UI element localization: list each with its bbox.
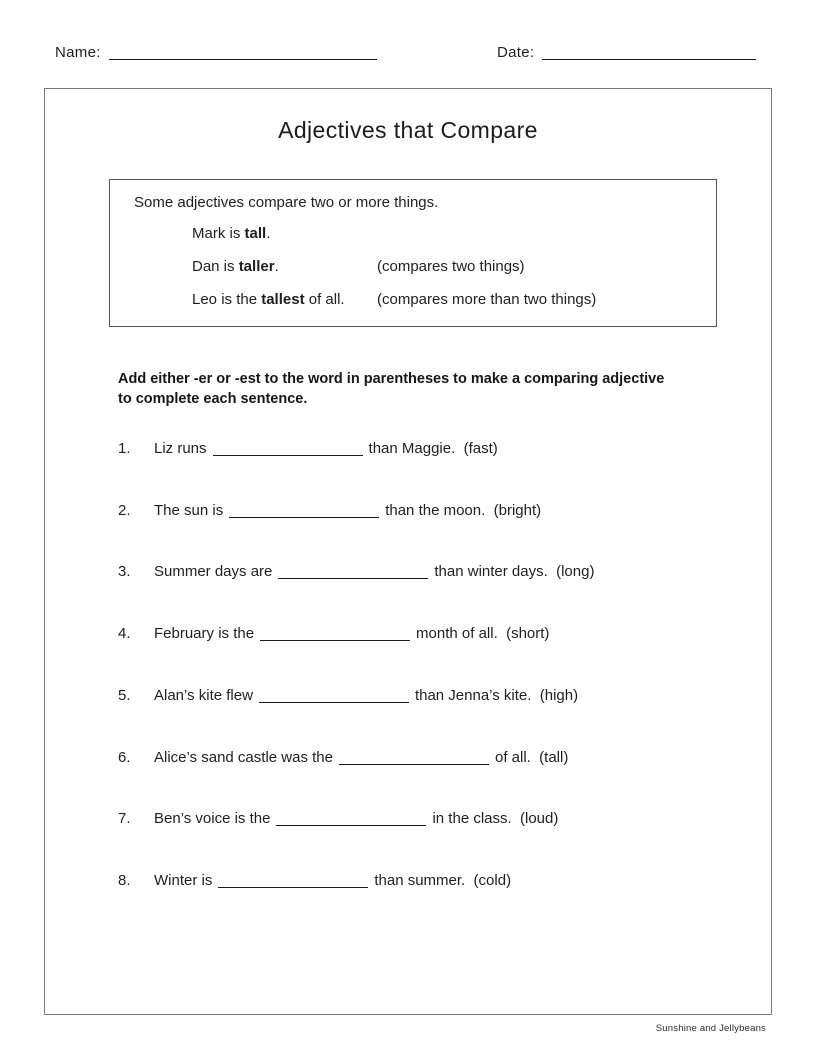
question-text: [154, 563, 594, 580]
name-field-group: [55, 44, 377, 62]
question-before-text: Summer days are: [154, 563, 273, 580]
question-text: [154, 872, 511, 889]
answer-blank[interactable]: [213, 441, 363, 456]
example-row: [192, 258, 525, 275]
question-text: [154, 502, 541, 519]
example-box: [109, 179, 717, 327]
question-row: [118, 625, 738, 642]
question-text: [154, 749, 568, 766]
question-number: 4.: [118, 625, 131, 642]
page-title: Adjectives that Compare: [278, 117, 538, 143]
name-blank-line[interactable]: [109, 44, 377, 60]
example-sentence: [192, 258, 377, 275]
question-after-text: than winter days. (long): [434, 563, 595, 580]
example-text: Dan is: [192, 258, 239, 275]
name-label: Name:: [55, 44, 101, 61]
question-before-text: Alan’s kite flew: [154, 687, 253, 704]
date-field-group: [497, 44, 756, 62]
question-before-text: The sun is: [154, 502, 224, 519]
question-number: 1.: [118, 440, 131, 457]
example-bold-word: tall: [244, 225, 267, 242]
answer-blank[interactable]: [260, 626, 410, 641]
directions-text: Add either -er or -est to the word in parentheses to make a comparing adjective to complete each sentence.: [118, 371, 665, 407]
question-number: 3.: [118, 563, 131, 580]
answer-blank[interactable]: [276, 811, 426, 826]
example-intro: Some adjectives compare two or more things.: [134, 194, 439, 211]
example-bold-word: taller: [238, 258, 275, 275]
question-row: [118, 502, 738, 519]
question-row: [118, 440, 738, 457]
question-row: [118, 872, 738, 889]
question-after-text: than Maggie. (fast): [368, 440, 498, 457]
example-text: .: [266, 225, 271, 242]
question-number: 8.: [118, 872, 131, 889]
example-text: Mark is: [192, 225, 245, 242]
question-before-text: Alice’s sand castle was the: [154, 749, 333, 766]
question-number: 5.: [118, 687, 131, 704]
question-text: [154, 440, 498, 457]
footer-credit: Sunshine and Jellybeans: [655, 1023, 766, 1034]
question-number: 6.: [118, 749, 131, 766]
question-text: [154, 810, 558, 827]
question-before-text: Ben’s voice is the: [154, 810, 271, 827]
answer-blank[interactable]: [229, 503, 379, 518]
question-after-text: than Jenna’s kite. (high): [414, 687, 579, 704]
example-row: [192, 225, 377, 242]
question-before-text: Winter is: [154, 872, 213, 889]
example-bold-word: tallest: [261, 291, 305, 308]
example-sentence: [192, 291, 377, 308]
question-after-text: than summer. (cold): [374, 872, 512, 889]
question-after-text: in the class. (loud): [432, 810, 559, 827]
answer-blank[interactable]: [218, 873, 368, 888]
question-text: [154, 687, 578, 704]
example-row: [192, 291, 596, 308]
answer-blank[interactable]: [259, 688, 409, 703]
example-text: of all.: [304, 291, 345, 308]
example-note: (compares two things): [377, 258, 525, 275]
question-after-text: month of all. (short): [416, 625, 550, 642]
example-text: .: [274, 258, 279, 275]
question-row: [118, 687, 738, 704]
question-text: [154, 625, 549, 642]
question-row: [118, 749, 738, 766]
example-sentence: [192, 225, 377, 242]
example-note: (compares more than two things): [377, 291, 597, 308]
question-number: 7.: [118, 810, 131, 827]
worksheet-border-box: [44, 88, 772, 1015]
question-before-text: February is the: [154, 625, 255, 642]
answer-blank[interactable]: [278, 564, 428, 579]
question-before-text: Liz runs: [154, 440, 207, 457]
example-text: Leo is the: [192, 291, 262, 308]
answer-blank[interactable]: [339, 750, 489, 765]
question-after-text: of all. (tall): [494, 749, 569, 766]
question-after-text: than the moon. (bright): [385, 502, 542, 519]
question-row: [118, 563, 738, 580]
date-blank-line[interactable]: [542, 44, 756, 60]
question-row: [118, 810, 738, 827]
question-number: 2.: [118, 502, 131, 519]
date-label: Date:: [497, 44, 535, 61]
